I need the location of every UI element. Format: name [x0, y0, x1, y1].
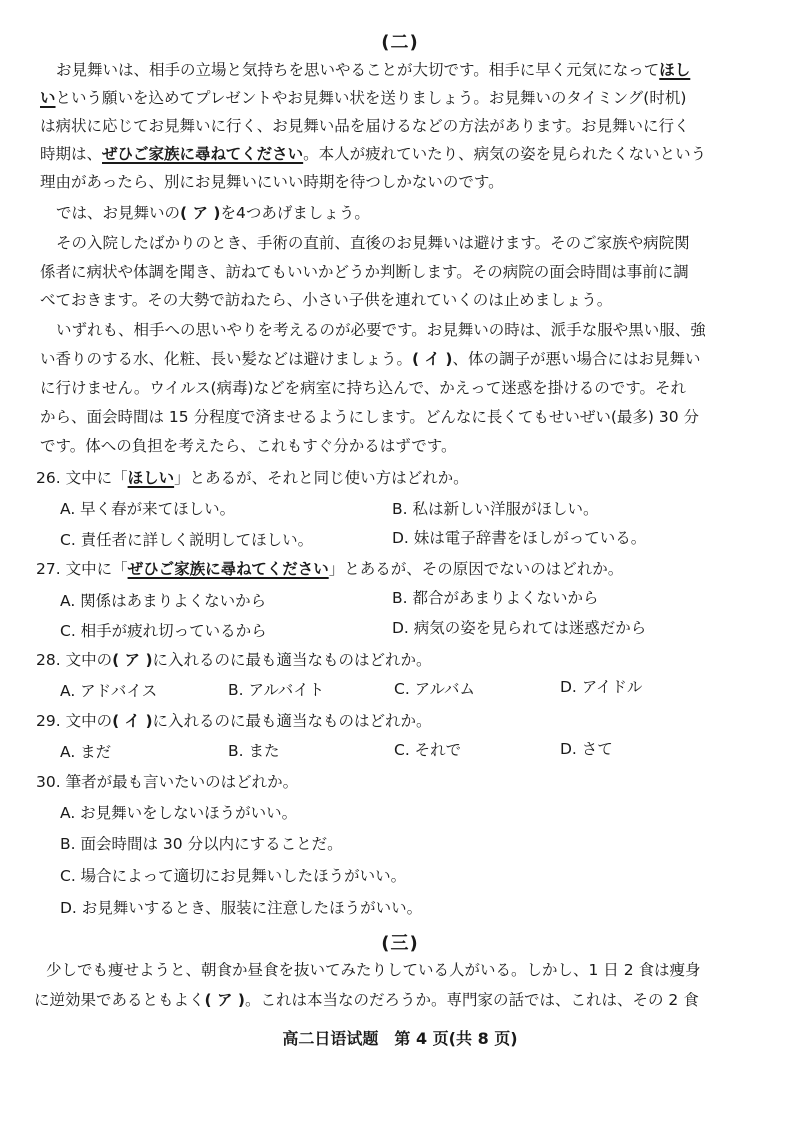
option-30-c[interactable]: C. 場合によって適切にお見舞いしたほうがいい。 [60, 867, 407, 885]
blank-marker: ( ア ) [112, 651, 153, 669]
passage-text: という願いを込めてプレゼントやお見舞い状を送りましょう。お見舞いのタイミング(时机) [55, 89, 687, 107]
blank-marker: ( イ ) [112, 712, 153, 730]
passage-line: 少しでも痩せようと、朝食か昼食を抜いてみたりしている人がいる。しかし、1 日 2 食は痩身 [46, 961, 701, 979]
question-keyword: ぜひご家族に尋ねてください [127, 560, 329, 578]
question-28 [0, 650, 800, 670]
blank-marker: ( ア ) [204, 991, 245, 1009]
option-29-a[interactable]: A. まだ [60, 743, 112, 761]
blank-marker: ( イ ) [412, 350, 453, 368]
question-text: 27. 文中に「 [36, 560, 128, 578]
option-30-b[interactable]: B. 面会時間は 30 分以内にすることだ。 [60, 835, 343, 853]
option-29-c[interactable]: C. それで [394, 741, 462, 759]
question-26 [0, 468, 800, 488]
option-28-c[interactable]: C. アルバム [394, 680, 475, 698]
option-26-c[interactable]: C. 責任者に詳しく説明してほしい。 [60, 531, 314, 549]
passage-line: いずれも、相手への思いやりを考えるのが必要です。お見舞いの時は、派手な服や黒い服、強 [56, 321, 706, 339]
passage-line [0, 990, 800, 1010]
passage-line: 理由があったら、別にお見舞いにいい時期を待つしかないのです。 [40, 173, 504, 191]
passage-text: を4つあげましょう。 [220, 204, 370, 222]
question-text: に入れるのに最も適当なものはどれか。 [152, 651, 432, 669]
option-27-a[interactable]: A. 関係はあまりよくないから [60, 592, 267, 610]
question-text: 」とあるが、その原因でないのはどれか。 [328, 560, 624, 578]
option-26-b[interactable]: B. 私は新しい洋服がほしい。 [392, 500, 599, 518]
question-text: 28. 文中の [36, 651, 113, 669]
passage-text: お見舞いは、相手の立場と気持ちを思いやることが大切です。相手に早く元気になって [56, 61, 660, 79]
option-27-d[interactable]: D. 病気の姿を見られては迷惑だから [392, 619, 647, 637]
option-29-d[interactable]: D. さて [560, 740, 613, 758]
passage-line: から、面会時間は 15 分程度で済ませるようにします。どんなに長くてもせいぜい(最多) 30 分 [40, 408, 700, 426]
passage-text: 時期は、 [40, 145, 103, 163]
passage-line [0, 349, 800, 369]
option-28-d[interactable]: D. アイドル [560, 678, 643, 696]
question-27 [0, 559, 800, 579]
option-30-d[interactable]: D. お見舞いするとき、服装に注意したほうがいい。 [60, 899, 423, 917]
option-27-c[interactable]: C. 相手が疲れ切っているから [60, 622, 267, 640]
question-text: に入れるのに最も適当なものはどれか。 [152, 712, 432, 730]
underlined-phrase: い [40, 89, 56, 107]
section-3-title: (三) [381, 933, 419, 954]
underlined-phrase: ほし [659, 61, 691, 79]
question-text: 26. 文中に「 [36, 469, 128, 487]
question-30: 30. 筆者が最も言いたいのはどれか。 [36, 773, 299, 791]
passage-line: べておきます。その大勢で訪ねたら、小さい子供を連れていくのは止めましょう。 [40, 291, 613, 309]
passage-line [0, 60, 800, 80]
section-2-title: (二) [381, 32, 419, 53]
passage-line: は病状に応じてお見舞いに行く、お見舞い品を届けるなどの方法があります。お見舞いに行く [40, 117, 690, 135]
passage-text: 、体の調子が悪い場合にはお見舞い [452, 350, 701, 368]
passage-line [0, 203, 800, 223]
option-30-a[interactable]: A. お見舞いをしないほうがいい。 [60, 804, 298, 822]
passage-text: に逆効果であるともよく [34, 991, 205, 1009]
option-27-b[interactable]: B. 都合があまりよくないから [392, 589, 599, 607]
passage-line: です。体への負担を考えたら、これもすぐ分かるはずです。 [40, 437, 457, 455]
passage-text: 。本人が疲れていたり、病気の姿を見られたくないという [303, 145, 707, 163]
question-29 [0, 711, 800, 731]
passage-text: い香りのする水、化粧、長い髪などは避けましょう。 [40, 350, 413, 368]
passage-line [0, 144, 800, 164]
page-footer: 高二日语试题 第 4 页(共 8 页) [282, 1029, 518, 1048]
question-keyword: ほしい [127, 469, 175, 487]
option-28-b[interactable]: B. アルバイト [228, 681, 325, 699]
passage-text: 。これは本当なのだろうか。専門家の話では、これは、その 2 食 [244, 991, 699, 1009]
passage-text: では、お見舞いの [56, 204, 181, 222]
option-29-b[interactable]: B. また [228, 742, 280, 760]
blank-marker: ( ア ) [180, 204, 221, 222]
passage-line [0, 88, 800, 108]
question-text: 」とあるが、それと同じ使い方はどれか。 [174, 469, 469, 487]
option-28-a[interactable]: A. アドバイス [60, 682, 158, 700]
underlined-phrase: ぜひご家族に尋ねてください [102, 145, 304, 163]
question-text: 29. 文中の [36, 712, 113, 730]
passage-line: に行けません。ウイルス(病毒)などを病室に持ち込んで、かえって迷惑を掛けるのです。それ [40, 379, 687, 397]
passage-line: その入院したばかりのとき、手術の直前、直後のお見舞いは避けます。そのご家族や病院関 [56, 234, 690, 252]
option-26-d[interactable]: D. 妹は電子辞書をほしがっている。 [392, 529, 647, 547]
passage-line: 係者に病状や体調を聞き、訪ねてもいいかどうか判断します。その病院の面会時間は事前に調 [40, 263, 689, 281]
option-26-a[interactable]: A. 早く春が来てほしい。 [60, 500, 236, 518]
